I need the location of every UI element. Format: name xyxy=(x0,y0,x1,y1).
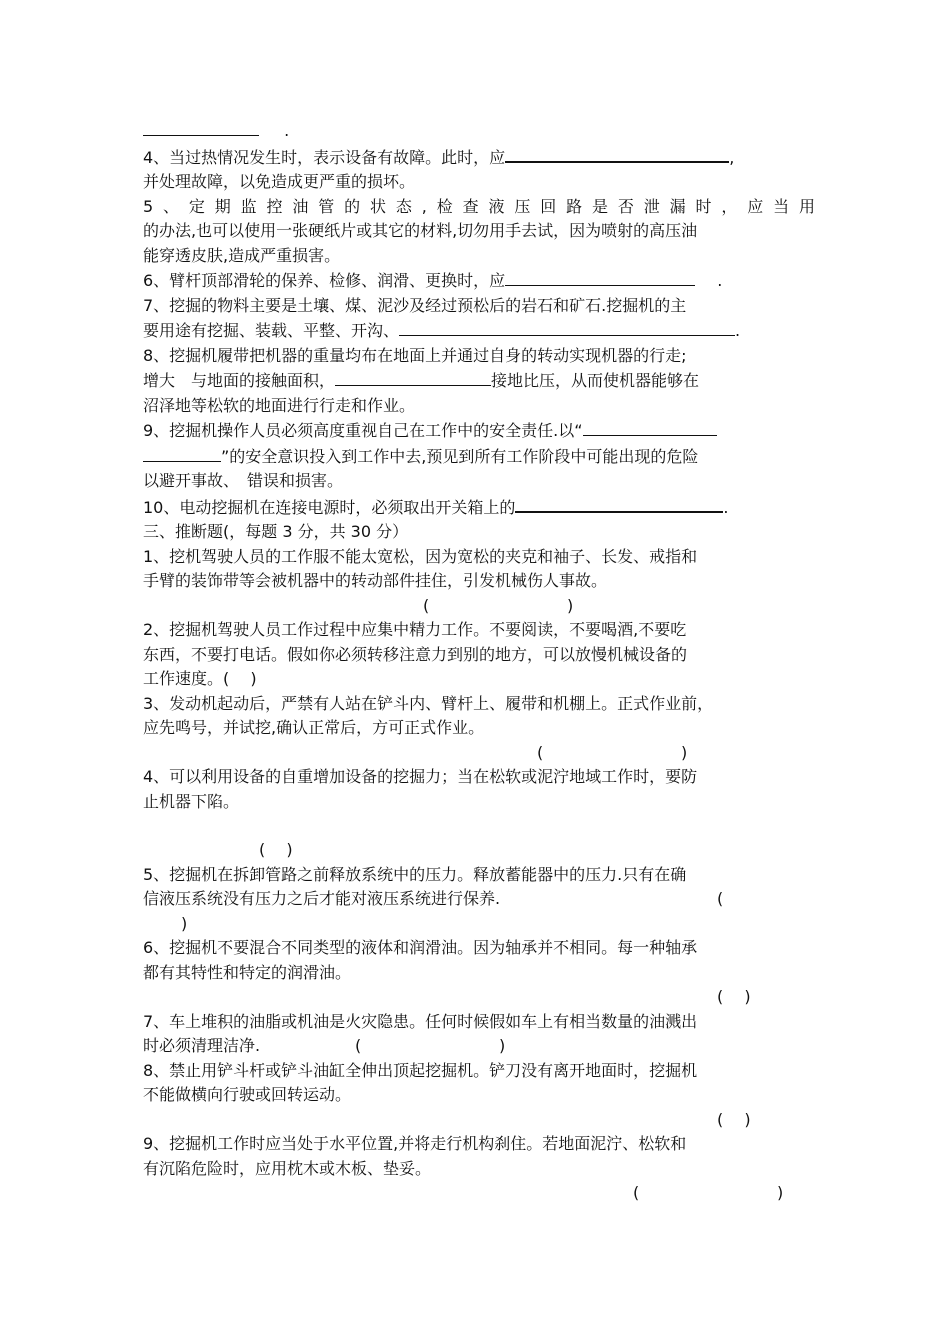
comma: , xyxy=(729,147,735,167)
bracket-close: ) xyxy=(681,742,688,762)
bracket-open: ( xyxy=(633,1183,640,1202)
answer-blank xyxy=(505,268,695,286)
judge-q4-bracket-row xyxy=(143,838,815,863)
text: 信液压系统没有压力之后才能对液压系统进行保养. xyxy=(143,889,501,908)
answer-blank xyxy=(335,368,491,386)
text: 9、挖掘机操作人员必须高度重视自己在工作中的安全责任.以“ xyxy=(143,421,583,440)
fill-q7-line2 xyxy=(143,318,815,344)
fill-q5-line2: 的办法,也可以使用一张硬纸片或其它的材料,切勿用手去试，因为喷射的高压油 xyxy=(143,221,698,240)
fill-q4-line2: 并处理故障，以免造成更严重的损坏。 xyxy=(143,172,416,191)
answer-blank xyxy=(515,494,723,513)
bracket-open: ( xyxy=(423,595,430,615)
text: ”的安全意识投入到工作中去,预见到所有工作阶段中可能出现的危险 xyxy=(221,446,699,466)
q3-tail-line xyxy=(143,118,815,144)
bracket-close: ) xyxy=(181,913,188,933)
bracket-open: ( xyxy=(537,742,544,762)
judge-q9-line1: 9、挖掘机工作时应当处于水平位置,并将走行机构刹住。若地面泥泞、松软和 xyxy=(143,1134,687,1153)
judge-q2-line3: 工作速度。( ) xyxy=(143,669,257,688)
bracket-close: ) xyxy=(499,1036,506,1055)
answer-blank xyxy=(399,318,735,336)
fill-q9-line3: 以避开事故、 错误和损害。 xyxy=(143,471,344,490)
text: 4、当过热情况发生时，表示设备有故障。此时，应 xyxy=(143,147,506,167)
bracket-open: ( xyxy=(717,889,724,908)
answer-blank xyxy=(143,444,221,462)
spacer xyxy=(143,814,815,838)
bracket-close: ) xyxy=(777,1183,784,1202)
fill-q5-line1: 5、定期监控油管的状态,检查液压回路是否泄漏时，应当用 xyxy=(143,196,815,216)
judge-q1-bracket-row xyxy=(143,594,815,619)
judge-q6-line2: 都有其特性和特定的润滑油。 xyxy=(143,962,352,982)
judge-q5-bracket-close-row xyxy=(143,912,815,937)
judge-q3-line2: 应先鸣号，并试挖,确认正常后，方可正式作业。 xyxy=(143,718,485,737)
answer-blank xyxy=(143,118,259,136)
fill-q8-line1: 8、挖掘机履带把机器的重量均布在地面上并通过自身的转动实现机器的行走; xyxy=(143,345,687,365)
answer-blank xyxy=(583,418,717,436)
fill-q8-line3: 沼泽地等松软的地面进行行走和作业。 xyxy=(143,395,416,415)
judge-q7-line1: 7、车上堆积的油脂或机油是火灾隐患。任何时候假如车上有相当数量的油溅出 xyxy=(143,1011,698,1031)
answer-bracket: ( ) xyxy=(717,987,751,1006)
fill-q6-line1 xyxy=(143,268,815,294)
judge-q2-line1: 2、挖掘机驾驶人员工作过程中应集中精力工作。不要阅读，不要喝酒,不要吃 xyxy=(143,620,687,639)
judge-q6-bracket-row xyxy=(143,985,815,1010)
fill-q5-line3: 能穿透皮肤,造成严重损害。 xyxy=(143,245,341,265)
judge-q4-line1: 4、可以利用设备的自重增加设备的挖掘力；当在松软或泥泞地域工作时，要防 xyxy=(143,767,698,786)
period: . xyxy=(735,321,741,340)
fill-q8-line2 xyxy=(143,368,815,394)
fill-q4-line1 xyxy=(143,144,815,171)
period: . xyxy=(717,271,723,290)
judge-q2-line2: 东西，不要打电话。假如你必须转移注意力到别的地方，可以放慢机械设备的 xyxy=(143,644,688,664)
period: . xyxy=(723,497,729,517)
period: . xyxy=(284,121,290,140)
judge-q1-line2: 手臂的装饰带等会被机器中的转动部件挂住，引发机械伤人事故。 xyxy=(143,571,608,590)
text: 10、电动挖掘机在连接电源时，必须取出开关箱上的 xyxy=(143,497,516,517)
judge-q6-line1: 6、挖掘机不要混合不同类型的液体和润滑油。因为轴承并不相同。每一种轴承 xyxy=(143,938,698,957)
text: 要用途有挖掘、装载、平整、开沟、 xyxy=(143,321,400,340)
judge-q8-bracket-row xyxy=(143,1108,815,1133)
judge-q5-line2 xyxy=(143,887,815,912)
fill-q7-line1: 7、挖掘的物料主要是土壤、煤、泥沙及经过预松后的岩石和矿石.挖掘机的主 xyxy=(143,295,687,315)
answer-bracket: ( ) xyxy=(259,840,293,859)
judge-q9-bracket-row xyxy=(143,1181,815,1206)
fill-q10-line1 xyxy=(143,494,815,521)
answer-bracket: ( ) xyxy=(717,1109,751,1129)
text: 增大 与地面的接触面积， xyxy=(143,371,336,390)
judge-q4-line2: 止机器下陷。 xyxy=(143,791,240,811)
bracket-close: ) xyxy=(567,595,574,615)
judge-q1-line1: 1、挖机驾驶人员的工作服不能太宽松，因为宽松的夹克和袖子、长发、戒指和 xyxy=(143,546,698,566)
judge-q5-line1: 5、挖掘机在拆卸管路之前释放系统中的压力。释放蓄能器中的压力.只有在确 xyxy=(143,864,687,884)
fill-q9-line1 xyxy=(143,418,815,444)
fill-q9-line2 xyxy=(143,444,815,470)
judge-q7-line2 xyxy=(143,1034,815,1059)
text: 接地比压，从而使机器能够在 xyxy=(491,371,700,390)
judge-q8-line1: 8、禁止用铲斗杆或铲斗油缸全伸出顶起挖掘机。铲刀没有离开地面时，挖掘机 xyxy=(143,1060,698,1080)
judge-q3-bracket-row xyxy=(143,741,815,766)
judge-q8-line2: 不能做横向行驶或回转运动。 xyxy=(143,1085,352,1104)
exam-page xyxy=(143,118,815,1206)
answer-blank xyxy=(505,144,729,163)
section-heading: 三、推断题(，每题 3 分，共 30 分） xyxy=(143,522,409,541)
bracket-open: ( xyxy=(355,1036,362,1055)
text: 6、臂杆顶部滑轮的保养、检修、润滑、更换时，应 xyxy=(143,271,506,290)
judge-q3-line1: 3、发动机起动后，严禁有人站在铲斗内、臂杆上、履带和机棚上。正式作业前， xyxy=(143,693,714,713)
text: 时必须清理洁净. xyxy=(143,1036,261,1055)
judge-q9-line2: 有沉陷危险时，应用枕木或木板、垫妥。 xyxy=(143,1158,432,1178)
